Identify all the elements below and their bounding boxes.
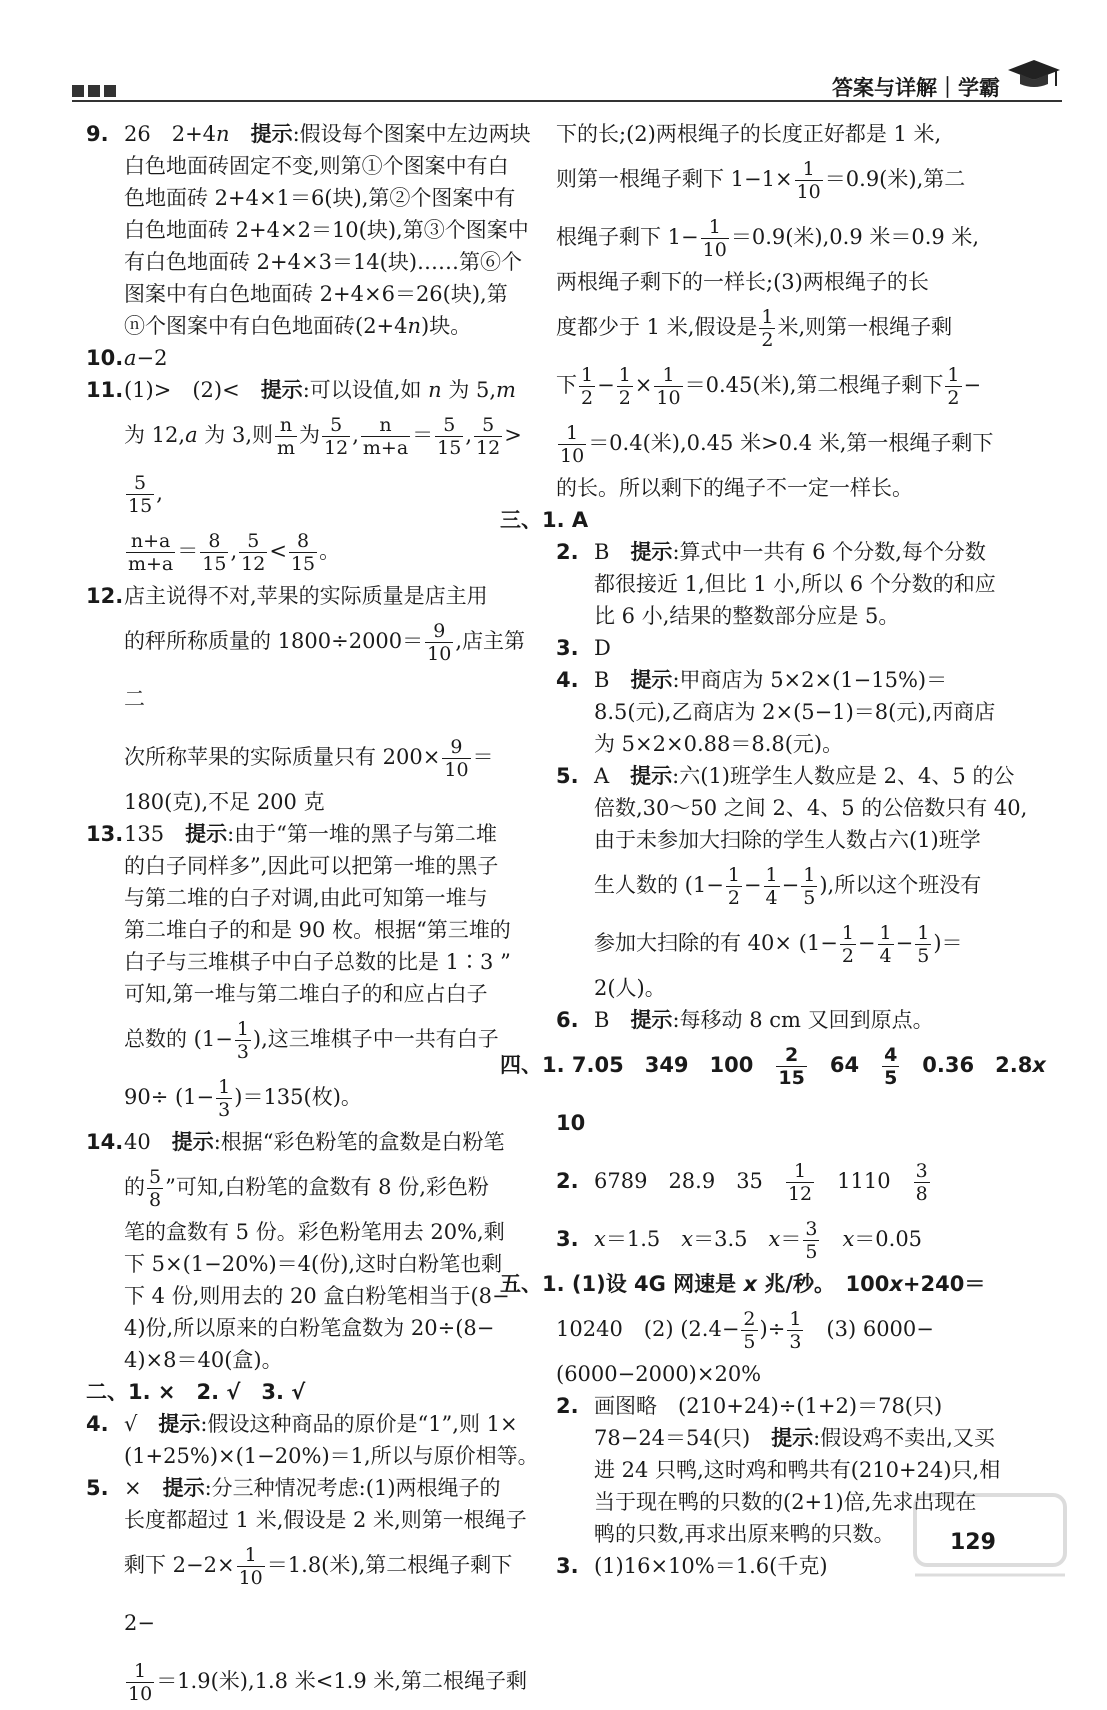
page-number: 129	[950, 1530, 996, 1555]
right-text-line: 2. 6789 28.9 35 $\frac{1}{12}$ 1110 $\frac{3}{8}$	[556, 1160, 928, 1205]
right-text-line: $\frac{1}{10}$ ＝0.4(米),0.45 米>0.4 米,第一根绳子剩下	[560, 422, 994, 467]
right-text-line: 78−24＝54(只) 提示:假设鸡不卖出,又买	[594, 1426, 995, 1450]
left-text-line: 二、1. × 2. √ 3. √	[86, 1380, 306, 1404]
left-text-line: 白色地面砖 2+4×2＝10(块),第③个图案中	[124, 218, 529, 242]
left-text-line: 色地面砖 2+4×1＝6(块),第②个图案中有	[124, 186, 516, 210]
right-text-line: 2. B 提示:算式中一共有 6 个分数,每个分数	[556, 540, 986, 564]
left-text-line: 的白子同样多”,因此可以把第一堆的黑子	[124, 854, 499, 878]
left-text-line: 白子与三堆棋子中白子总数的比是 1∶3 ”	[124, 950, 511, 974]
right-text-line: 三、1. A	[500, 508, 589, 532]
left-text-line: 的秤所称质量的 1800÷2000＝ $\frac{9}{10}$ ,店主第二	[124, 620, 526, 711]
right-text-line: 五、1. (1)设 4G 网速是 x 兆/秒。 100x+240＝	[500, 1272, 986, 1296]
left-text-line: 长度都超过 1 米,假设是 2 米,则第一根绳子	[124, 1508, 527, 1532]
right-text-line: 生人数的 (1− $\frac{1}{2}$ − $\frac{1}{4}$ − $\frac{1}{5}$ ),所以这个班没有	[594, 864, 982, 909]
header-rule	[72, 100, 1062, 102]
left-text-line: 4)份,所以原来的白粉笔盒数为 20÷(8−	[124, 1316, 495, 1340]
left-text-line: 9. 26 2+4n 提示:假设每个图案中左边两块	[86, 122, 531, 146]
right-text-line: 6. B 提示:每移动 8 cm 又回到原点。	[556, 1008, 934, 1032]
left-text-line: 次所称苹果的实际质量只有 200× $\frac{9}{10}$ ＝	[124, 736, 494, 781]
right-text-line: (6000−2000)×20%	[556, 1362, 762, 1386]
left-text-line: 4)×8＝40(盒)。	[124, 1348, 283, 1372]
header-title: 答案与详解｜学霸	[832, 76, 1000, 100]
right-text-line: 都很接近 1,但比 1 小,所以 6 个分数的和应	[594, 572, 996, 596]
right-text-line: 2. 画图略 (210+24)÷(1+2)＝78(只)	[556, 1394, 943, 1418]
left-text-line: $\frac{1}{10}$ ＝1.9(米),1.8 米<1.9 米,第二根绳子剩	[128, 1660, 528, 1705]
right-text-line: 3. x＝1.5 x＝3.5 x＝ $\frac{3}{5}$ x＝0.05	[556, 1218, 923, 1263]
right-text-line: 参加大扫除的有 40× (1− $\frac{1}{2}$ − $\frac{1}{4}$ − $\frac{1}{5}$ )＝	[594, 922, 963, 967]
right-text-line: 四、1. 7.05 349 100 $\frac{2}{15}$ 64 $\frac{4}{5}$ 0.36 2.8x 10	[500, 1043, 1067, 1135]
left-text-line: 5. × 提示:分三种情况考虑:(1)两根绳子的	[86, 1476, 501, 1500]
right-text-line: 进 24 只鸭,这时鸡和鸭共有(210+24)只,相	[594, 1458, 1001, 1482]
left-text-line: 笔的盒数有 5 份。彩色粉笔用去 20%,剩	[124, 1220, 505, 1244]
left-text-line: 90÷ (1− $\frac{1}{3}$ )＝135(枚)。	[124, 1076, 362, 1121]
right-text-line: 根绳子剩下 1− $\frac{1}{10}$ ＝0.9(米),0.9 米＝0.9 米,	[556, 216, 980, 261]
left-text-line: 白色地面砖固定不变,则第①个图案中有白	[124, 154, 509, 178]
right-text-line: 2(人)。	[594, 976, 666, 1000]
right-text-line: 8.5(元),乙商店为 2×(5−1)＝8(元),丙商店	[594, 700, 996, 724]
left-text-line: 12.店主说得不对,苹果的实际质量是店主用	[86, 584, 488, 608]
left-text-line: 图案中有白色地面砖 2+4×6＝26(块),第	[124, 282, 508, 306]
right-text-line: 度都少于 1 米,假设是 $\frac{1}{2}$ 米,则第一根绳子剩	[556, 306, 953, 351]
left-text-line: 4. √ 提示:假设这种商品的原价是“1”,则 1×	[86, 1412, 518, 1436]
right-text-line: 比 6 小,结果的整数部分应是 5。	[594, 604, 900, 628]
left-text-line: 14.40 提示:根据“彩色粉笔的盒数是白粉笔	[86, 1130, 505, 1154]
left-text-line: ⓝ个图案中有白色地面砖(2+4n)块。	[124, 314, 472, 338]
left-text-line: 10.a−2	[86, 346, 168, 370]
left-text-line: 13.135 提示:由于“第一堆的黑子与第二堆	[86, 822, 497, 846]
left-text-line: 下 4 份,则用去的 20 盒白粉笔相当于(8−	[124, 1284, 510, 1308]
left-text-line: 总数的 (1− $\frac{1}{3}$ ),这三堆棋子中一共有白子	[124, 1018, 499, 1063]
right-text-line: 的长。所以剩下的绳子不一定一样长。	[556, 476, 913, 500]
right-text-line: 为 5×2×0.88＝8.8(元)。	[594, 732, 844, 756]
right-text-line: 倍数,30～50 之间 2、4、5 的公倍数只有 40,	[594, 796, 1028, 820]
left-text-line: $\frac{n+a}{m+a}$ ＝ $\frac{8}{15}$ , $\frac{5}{12}$ < $\frac{8}{15}$ 。	[128, 530, 341, 575]
left-text-line: (1+25%)×(1−20%)＝1,所以与原价相等。	[124, 1444, 539, 1468]
left-text-line: 11.(1)> (2)< 提示:可以设值,如 n 为 5,m	[86, 378, 516, 402]
right-text-line: 5. A 提示:六(1)班学生人数应是 2、4、5 的公	[556, 764, 1015, 788]
left-text-line: 180(克),不足 200 克	[124, 790, 325, 814]
right-text-line: 由于未参加大扫除的学生人数占六(1)班学	[594, 828, 981, 852]
right-text-line: 3. (1)16×10%＝1.6(千克)	[556, 1554, 828, 1578]
left-column	[86, 118, 546, 1710]
right-text-line: 则第一根绳子剩下 1−1× $\frac{1}{10}$ ＝0.9(米),第二	[556, 158, 966, 203]
left-text-line: 下 5×(1−20%)＝4(份),这时白粉笔也剩	[124, 1252, 503, 1276]
header-squares-icon	[72, 82, 120, 101]
right-text-line: 10240 (2) (2.4− $\frac{2}{5}$ )÷ $\frac{1}{3}$ (3) 6000−	[556, 1308, 934, 1353]
right-text-line: 下 $\frac{1}{2}$ − $\frac{1}{2}$ × $\frac{1}{10}$ ＝0.45(米),第二根绳子剩下 $\frac{1}{2}$ −	[556, 364, 982, 409]
left-text-line: 为 12,a 为 3,则 $\frac{n}{m}$ 为 $\frac{5}{12}$ , $\frac{n}{m+a}$ ＝ $\frac{5}{15}$ , $\frac{5}{12}$ > $\frac{5}{15}$ ,	[124, 414, 522, 517]
left-text-line: 与第二堆的白子对调,由此可知第一堆与	[124, 886, 488, 910]
page-header	[72, 68, 1062, 102]
right-text-line: 4. B 提示:甲商店为 5×2×(1−15%)＝	[556, 668, 948, 692]
left-text-line: 剩下 2−2× $\frac{1}{10}$ ＝1.8(米),第二根绳子剩下 2−	[124, 1544, 513, 1635]
right-text-line: 下的长;(2)两根绳子的长度正好都是 1 米,	[556, 122, 942, 146]
right-text-line: 鸭的只数,再求出原来鸭的只数。	[594, 1522, 895, 1546]
left-text-line: 可知,第一堆与第二堆白子的和应占白子	[124, 982, 488, 1006]
left-text-line: 第二堆白子的和是 90 枚。根据“第三堆的	[124, 918, 511, 942]
right-text-line: 两根绳子剩下的一样长;(3)两根绳子的长	[556, 270, 929, 294]
right-text-line: 当于现在鸭的只数的(2+1)倍,先求出现在	[594, 1490, 977, 1514]
right-column	[500, 118, 1067, 1582]
left-text-line: 的 $\frac{5}{8}$ ”可知,白粉笔的盒数有 8 份,彩色粉	[124, 1166, 489, 1211]
graduation-cap-icon	[1004, 56, 1062, 96]
left-text-line: 有白色地面砖 2+4×3＝14(块)……第⑥个	[124, 250, 523, 274]
watermark-logo	[905, 1485, 1075, 1585]
right-text-line: 3. D	[556, 636, 611, 660]
